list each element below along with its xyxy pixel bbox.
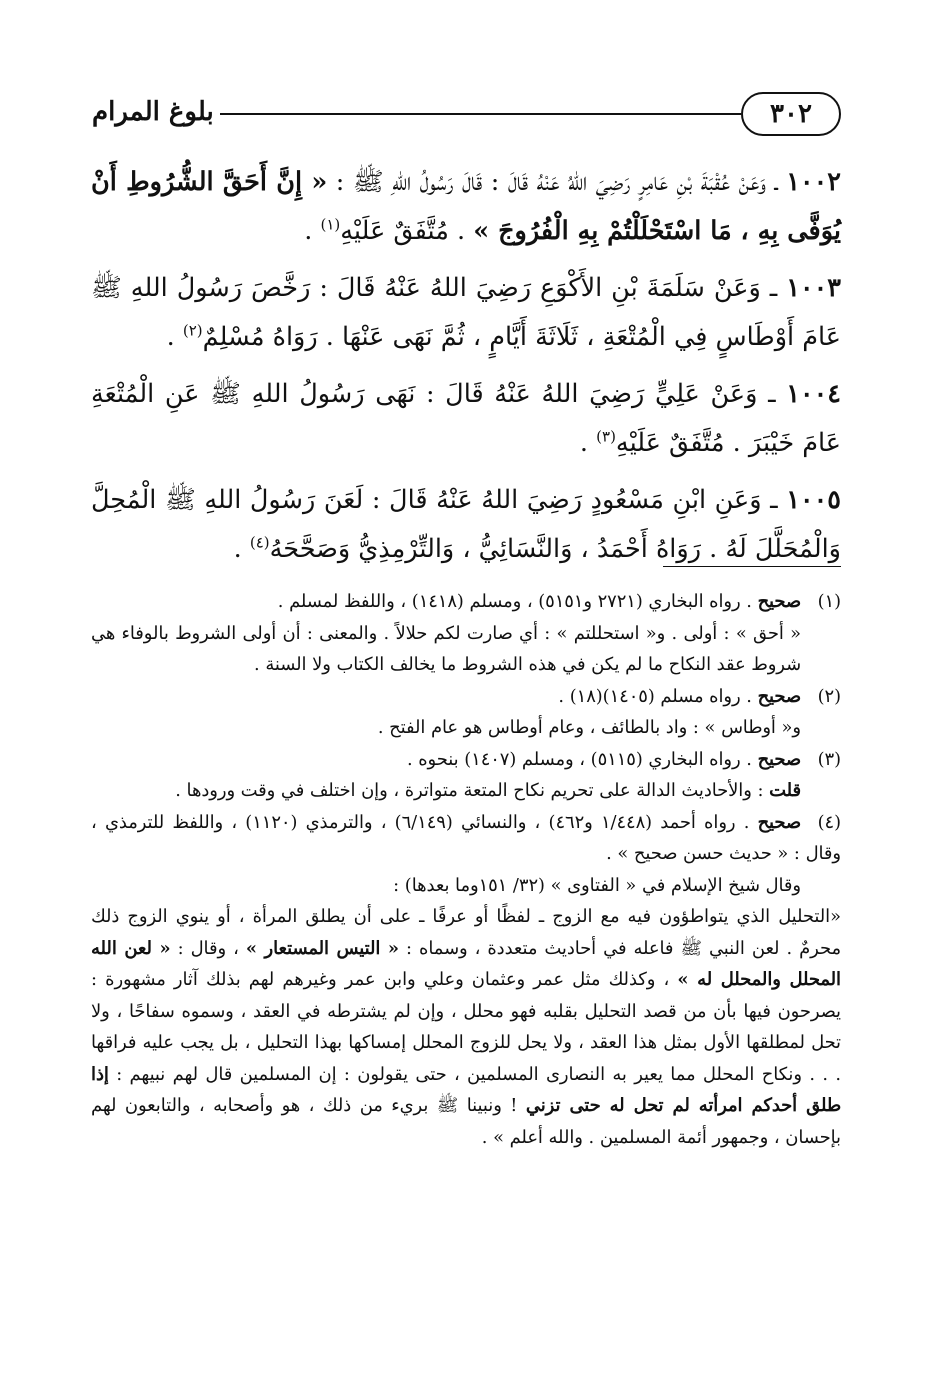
footnote-number: (٣) <box>817 748 841 770</box>
hadith-section <box>91 158 841 582</box>
footnote-4 <box>91 807 841 870</box>
page-header <box>92 92 841 148</box>
hadith-source: . مُتَّفَقٌ عَلَيْهِ <box>340 216 466 246</box>
hadith-end: . <box>233 534 242 564</box>
grade-label: صحيح <box>757 591 801 612</box>
hadith-number: ١٠٠٢ <box>786 167 841 197</box>
quoted-term: « التيس المستعار » <box>245 937 399 959</box>
hadith-text: ـ وَعَنْ عَلِيٍّ رَضِيَ اللهُ عَنْهُ قَالَ : نَهَى رَسُولُ اللهِ ﷺ عَنِ الْمُتْعَةِ عَامَ خَيْبَرَ . مُتَّفَقٌ عَلَيْهِ <box>91 379 841 458</box>
hadith-end: . <box>579 428 589 458</box>
quotation-text: ، وكذلك مثل عمر وعثمان وعلي وابن عمر وغيرهم لهم بذلك آثار مشهورة : يصرحون فيها بأن من قصد التحليل بقلبه فهو محلل ، وإن لم يشترطه في العقد ، وسموه سفاحًا ، ولا تحل لمطلقها الأول بمثل هذا العقد ، ولا يحل للزوج المحلل إمساكها بهذا التحليل ، بل يجب عليه فراقها . . . ونكاح المحلل مما يعير به النصارى المسلمين ، حتى يقولون : إن المسلمين قال لهم نبيهم : <box>91 969 842 1085</box>
footnote-4-quotation <box>91 901 841 1153</box>
footnote-ref[interactable]: (٣) <box>596 427 616 446</box>
qult-label: قلت <box>769 780 801 801</box>
footnote-ref[interactable]: (١) <box>320 215 341 234</box>
footnote-text: . رواه البخاري (٢٧٢١ و٥١٥١) ، ومسلم (١٤١٨) ، واللفظ لمسلم . <box>277 591 752 612</box>
hadith-quote: « إِنَّ أَحَقَّ الشُّرُوطِ أَنْ يُوَفَّى بِهِ ، مَا اسْتَحْلَلْتُمْ بِهِ الْفُرُوجَ » <box>91 167 841 246</box>
footnote-3 <box>91 744 841 776</box>
hadith-text: ـ وَعَنْ عُقْبَةَ بْنِ عَامِرٍ رَضِيَ اللهُ عَنْهُ قَالَ : قَالَ رَسُولُ اللهِ ﷺ : <box>335 167 778 197</box>
book-title: بلوغ المرام <box>92 97 214 127</box>
footnote-number: (٤) <box>817 811 841 833</box>
header-rule <box>220 113 741 115</box>
footnote-1 <box>91 586 841 618</box>
footnote-text: . رواه مسلم (١٤٠٥)(١٨) . <box>558 685 752 707</box>
footnote-text: . رواه البخاري (٥١١٥) ، ومسلم (١٤٠٧) بنحوه . <box>406 748 752 770</box>
footnote-ref[interactable]: (٢) <box>182 321 203 340</box>
footnote-3-comment <box>91 775 841 807</box>
quotation-text: «التحليل الذي يتواطؤون فيه مع الزوج ـ لفظًا أو عرفًا ـ على أن يطلق المرأة ، أو ينوي الزوج ذلك محرمٌ . لعن النبي ﷺ فاعله في أحاديث متعددة ، وسماه : <box>91 906 841 959</box>
quoted-hadith: « لعن الله المحلل والمحلل له » <box>91 937 841 990</box>
quotation-text: ، وقال : <box>177 937 239 959</box>
hadith-1003 <box>91 264 841 362</box>
footnote-text: . رواه أحمد (١/٤٤٨ و٤٦٢) ، والنسائي (٦/١٤٩) ، والترمذي (١١٢٠) ، واللفظ للترمذي ، وقال : « حديث حسن صحيح » . <box>91 811 841 864</box>
grade-label: صحيح <box>757 811 801 833</box>
footnote-1-explanation: « أحق » : أولى . و« استحللتم » : أي صارت لكم حلالاً . والمعنى : أن أولى الشروط بالوفاء هي شروط عقد النكاح ما لم يكن في هذه الشروط ما يخالف الكتاب ولا السنة . <box>91 622 801 675</box>
hadith-number: ١٠٠٣ <box>786 273 842 303</box>
footnote-4-intro: وقال شيخ الإسلام في « الفتاوى » (٣٢/ ١٥١وما بعدها) : <box>393 874 801 896</box>
hadith-end: . <box>166 322 175 352</box>
quotation-text: ! ونبينا ﷺ بريء من ذلك ، هو وأصحابه ، والتابعون لهم بإحسان ، وجمهور أئمة المسلمين . والله أعلم » . <box>91 1095 841 1148</box>
hadith-text: ـ وَعَنِ ابْنِ مَسْعُودٍ رَضِيَ اللهُ عَنْهُ قَالَ : لَعَنَ رَسُولُ اللهِ ﷺ الْمُحِلَّ وَالْمُحَلَّلَ لَهُ . رَوَاهُ أَحْمَدُ ، وَالنَّسَائِيُّ ، وَالتِّرْمِذِيُّ وَصَحَّحَهُ <box>91 485 841 564</box>
footnotes-section <box>91 586 841 1153</box>
footnote-number: (١) <box>817 591 841 612</box>
hadith-1002 <box>91 158 841 256</box>
hadith-number: ١٠٠٥ <box>786 485 841 515</box>
footnote-2 <box>91 681 841 713</box>
hadith-1005 <box>91 476 841 574</box>
hadith-number: ١٠٠٤ <box>786 379 841 409</box>
hadith-end: . <box>304 216 313 246</box>
page-number: ٣٠٢ <box>741 92 841 136</box>
footnote-2-explanation: و« أوطاس » : واد بالطائف ، وعام أوطاس هو عام الفتح . <box>377 717 801 738</box>
quoted-saying: إذا طلق أحدكم امرأته لم تحل له حتى تزني <box>91 1063 841 1116</box>
grade-label: صحيح <box>757 685 801 707</box>
footnote-ref[interactable]: (٤) <box>249 533 270 552</box>
footnote-number: (٢) <box>817 685 841 707</box>
hadith-1004 <box>91 370 841 468</box>
hadith-text: ـ وَعَنْ سَلَمَةَ بْنِ الأَكْوَعِ رَضِيَ اللهُ عَنْهُ قَالَ : رَخَّصَ رَسُولُ اللهِ ﷺ عَامَ أَوْطَاسٍ فِي الْمُتْعَةِ ، ثَلَاثَةَ أَيَّامٍ ، ثُمَّ نَهَى عَنْهَا . رَوَاهُ مُسْلِمٌ <box>91 273 841 352</box>
grade-label: صحيح <box>757 748 801 770</box>
footnote-separator <box>663 566 841 567</box>
qult-text: : والأحاديث الدالة على تحريم نكاح المتعة متواترة ، وإن اختلف في وقت ورودها . <box>175 780 764 801</box>
